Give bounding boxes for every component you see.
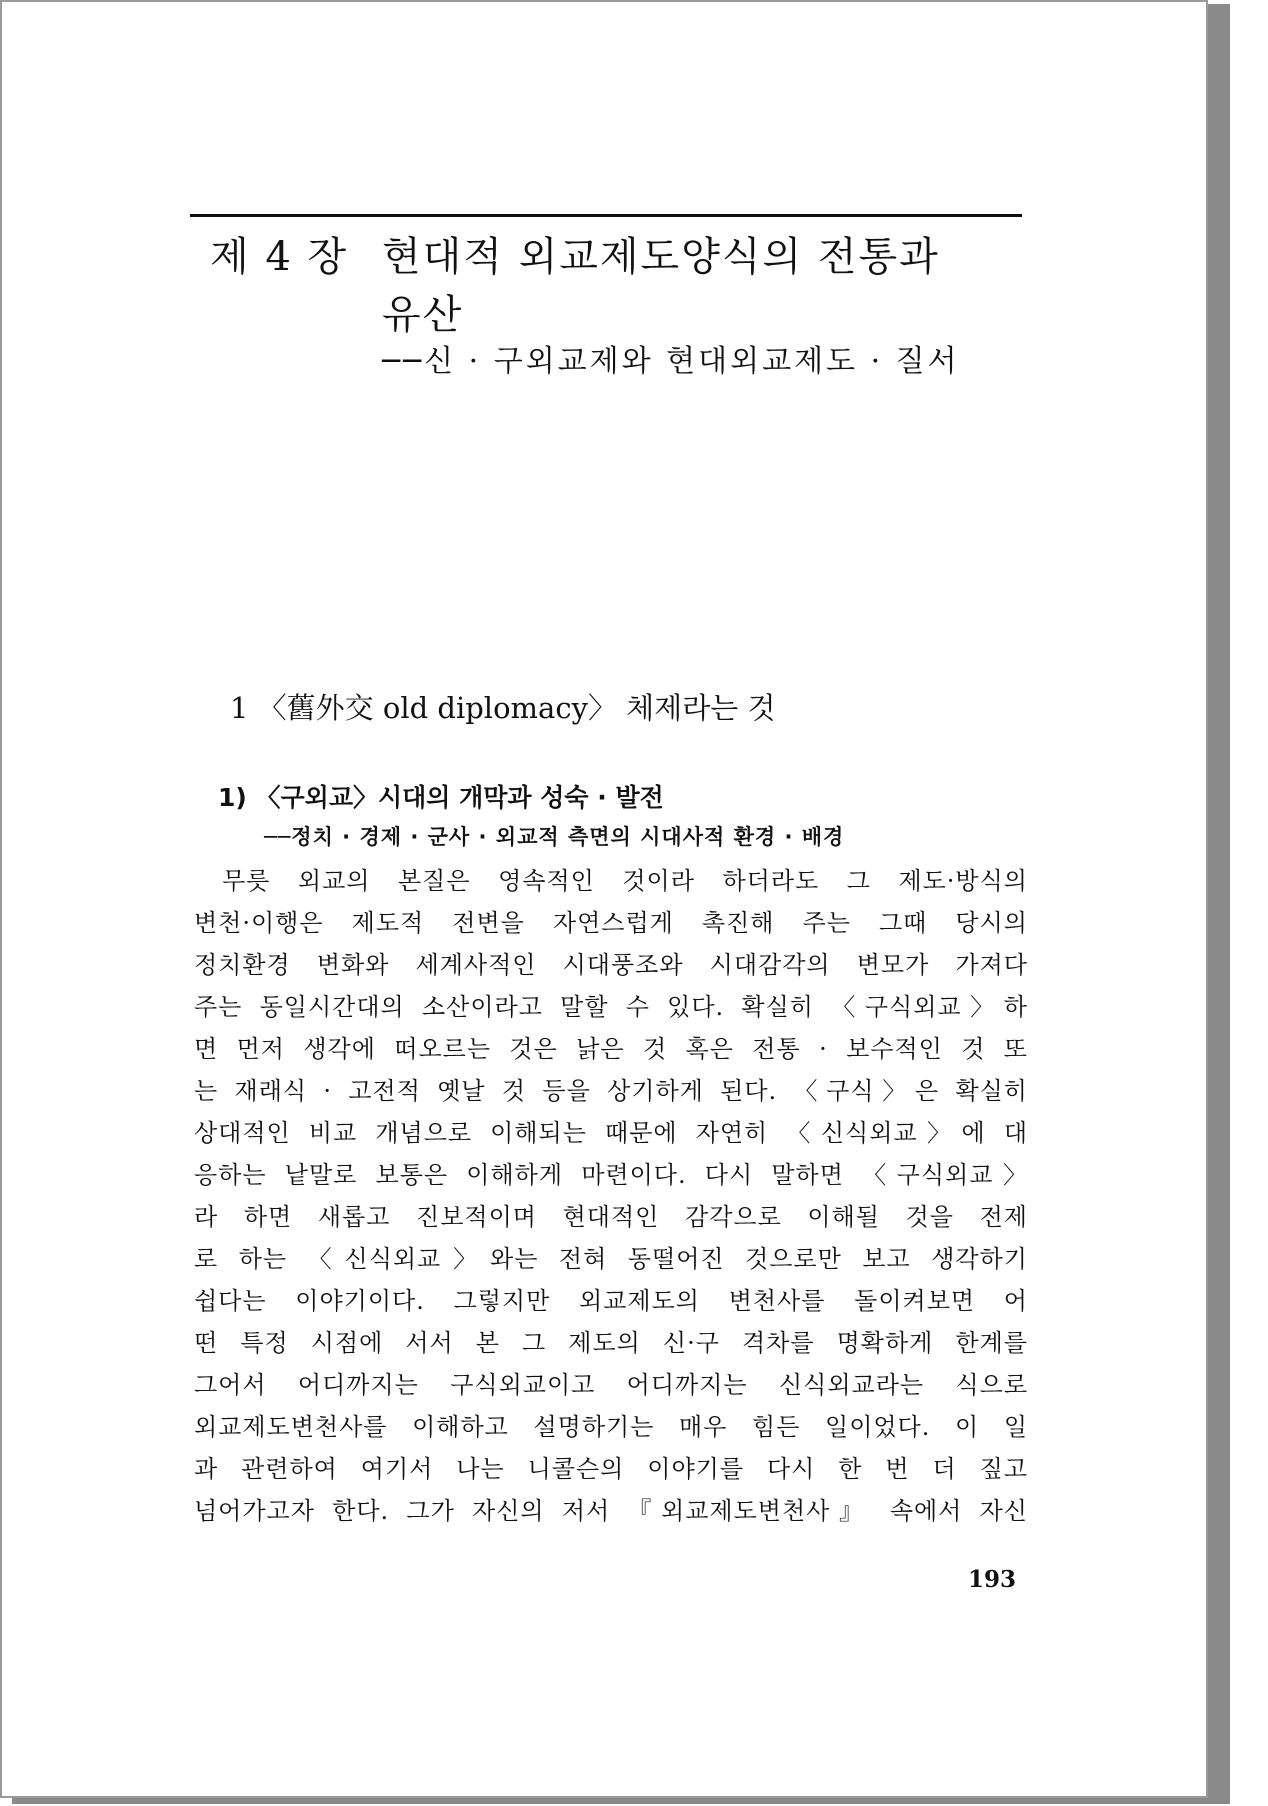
body-line: 쉽다는 이야기이다. 그렇지만 외교제도의 변천사를 돌이켜보면 어: [194, 1287, 1028, 1315]
page-number: 193: [968, 1566, 1017, 1593]
body-line: 과 관련하여 여기서 나는 니콜슨의 이야기를 다시 한 번 더 짚고: [194, 1455, 1028, 1483]
body-line: 는 재래식 · 고전적 옛날 것 등을 상기하게 된다. 〈구식〉은 확실히: [194, 1077, 1028, 1105]
body-line: 로 하는 〈신식외교〉와는 전혀 동떨어진 것으로만 보고 생각하기: [194, 1245, 1028, 1273]
body-line: 외교제도변천사를 이해하고 설명하기는 매우 힘든 일이었다. 이 일: [194, 1413, 1028, 1441]
body-line: 라 하면 새롭고 진보적이며 현대적인 감각으로 이해될 것을 전제: [194, 1203, 1028, 1231]
body-line: 그어서 어디까지는 구식외교이고 어디까지는 신식외교라는 식으로: [194, 1371, 1028, 1399]
section-heading: 1 〈舊外交 old diplomacy〉 체제라는 것: [230, 691, 776, 725]
body-line: 상대적인 비교 개념으로 이해되는 때문에 자연히 〈신식외교〉에 대: [194, 1119, 1028, 1147]
chapter-number: 제 4 장: [210, 234, 349, 280]
chapter-heading: [210, 228, 1010, 286]
body-line: 면 먼저 생각에 떠오르는 것은 낡은 것 혹은 전통 · 보수적인 것 또: [194, 1035, 1028, 1063]
body-line: 변천·이행은 제도적 전변을 자연스럽게 촉진해 주는 그때 당시의: [194, 909, 1028, 937]
body-line: 응하는 낱말로 보통은 이해하게 마련이다. 다시 말하면 〈구식외교〉: [194, 1161, 1028, 1189]
body-line: 주는 동일시간대의 소산이라고 말할 수 있다. 확실히 〈구식외교〉하: [194, 993, 1028, 1021]
subsection-subheading: ──정치 · 경제 · 군사 · 외교적 측면의 시대사적 환경 · 배경: [264, 825, 845, 849]
chapter-title-line1: 현대적 외교제도양식의 전통과: [382, 234, 940, 280]
body-paragraph: [194, 860, 1028, 1532]
chapter-title-line2: 유산: [382, 292, 464, 338]
chapter-subtitle: ──신 · 구외교제와 현대외교제도 · 질서: [382, 344, 960, 379]
body-line: 무릇 외교의 본질은 영속적인 것이라 하더라도 그 제도·방식의: [222, 867, 1028, 895]
body-line: 떤 특정 시점에 서서 본 그 제도의 신·구 격차를 명확하게 한계를: [194, 1329, 1028, 1357]
chapter-top-rule: [190, 214, 1022, 217]
body-line: 정치환경 변화와 세계사적인 시대풍조와 시대감각의 변모가 가져다: [194, 951, 1028, 979]
subsection-heading: 1) 〈구외교〉시대의 개막과 성숙 · 발전: [218, 783, 664, 812]
body-line: 넘어가고자 한다. 그가 자신의 저서 『외교제도변천사』 속에서 자신: [194, 1497, 1028, 1525]
